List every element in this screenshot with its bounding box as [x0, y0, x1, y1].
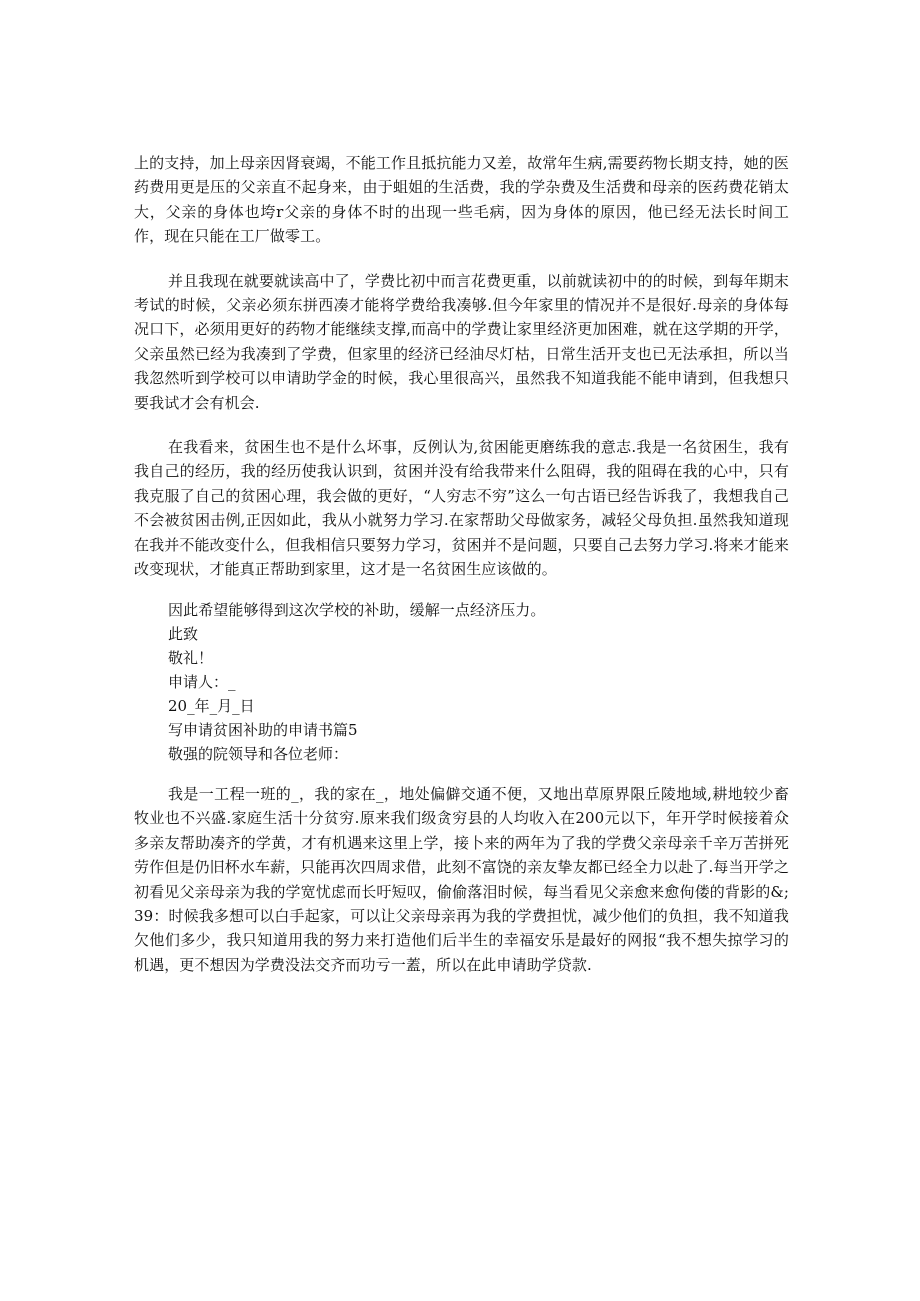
- closing-line-2: 敬礼！: [168, 648, 214, 667]
- section-title: 写申请贫困补助的申请书篇5: [168, 720, 358, 739]
- paragraph-1: 上的支持，加上母亲因肾衰竭，不能工作且抵抗能力又差，故常年生病,需要药物长期支持，她的医药费用更是压的父亲直不起身来，由于蛆姐的生活费，我的学杂费及生活费和母亲的医药费花销太大，父亲的身体也垮r父亲的身体不时的出现一些毛病，因为身体的原因，他已经无法长时间工作，现在只能在工厂做零工。: [134, 154, 789, 246]
- closing-line-1: 此致: [168, 624, 199, 643]
- applicant-line: 申请人：_: [168, 672, 236, 691]
- paragraph-3: 在我看来，贫困生也不是什么坏事，反例认为,贫困能更磨练我的意志.我是一名贫困生，我有我自己的经历，我的经历使我认识到，贫困并没有给我带来什么阻碍，我的阻碍在我的心中，只有我克服了自己的贫困心理，我会做的更好，“人穷志不穷”这么一句古语已经告诉我了，我想我自己不会被贫困击例,正因如此，我从小就努力学习.在家帮助父母做家务，减轻父母负担.虽然我知道现在我并不能改变什么，但我相信只要努力学习，贫困并不是问题，只要自己去努力学习.将来才能来改变现状，才能真正帮助到家里，这才是一名贫困生应该做的。: [134, 438, 789, 579]
- date-line: 20_年_月_日: [168, 696, 255, 715]
- document-body: [134, 151, 789, 977]
- paragraph-5: 我是一工程一班的_，我的家在_，地处偏僻交通不便，又地出草原界限丘陵地域,耕地较少畜牧业也不兴盛.家庭生活十分贫穷.原来我们级贪穷县的人均收入在200元以下，年开学时候接着众多亲友帮助凑齐的学黄，才有机遇来这里上学，接卜来的两年为了我的学费父亲母亲千辛万苦拼死劳作但是仍旧杯水车薪，只能再次四周求借，此刻不富饶的亲友挚友都已经全力以赴了.每当开学之初看见父亲母亲为我的学宽忧虑而长吁短叹，偷偷落泪时候，每当看见父亲愈来愈佝偻的背影的&;39：时候我多想可以白手起家，可以让父亲母亲再为我的学费担忧，减少他们的负担，我不知道我欠他们多少，我只知道用我的努力来打造他们后半生的幸福安乐是最好的网报“我不想失掠学习的机遇，更不想因为学费没法交齐而功亏一蓋，所以在此申请助学贷款.: [134, 784, 789, 974]
- paragraph-2: 并且我现在就要就读高中了，学费比初中而言花费更重，以前就读初中的的时候，到每年期末考试的时候，父亲必须东拼西凑才能将学费给我凑够.但今年家里的情况并不是很好.母亲的身体每况口下，必须用更好的药物才能继续支撑,而高中的学费让家里经济更加困难，就在这学期的开学，父亲虽然已经为我凑到了学费，但家里的经济已经油尽灯枯，日常生活开支也已无法承担，所以当我忽然听到学校可以申请助学金的时候，我心里很高兴，虽然我不知道我能不能申请到，但我想只要我试才会有机会.: [134, 271, 789, 412]
- salutation: 敬强的院领导和各位老师：: [168, 744, 349, 763]
- paragraph-4: 因此希望能够得到这次学校的补助，缓解一点经济压力。: [168, 600, 546, 619]
